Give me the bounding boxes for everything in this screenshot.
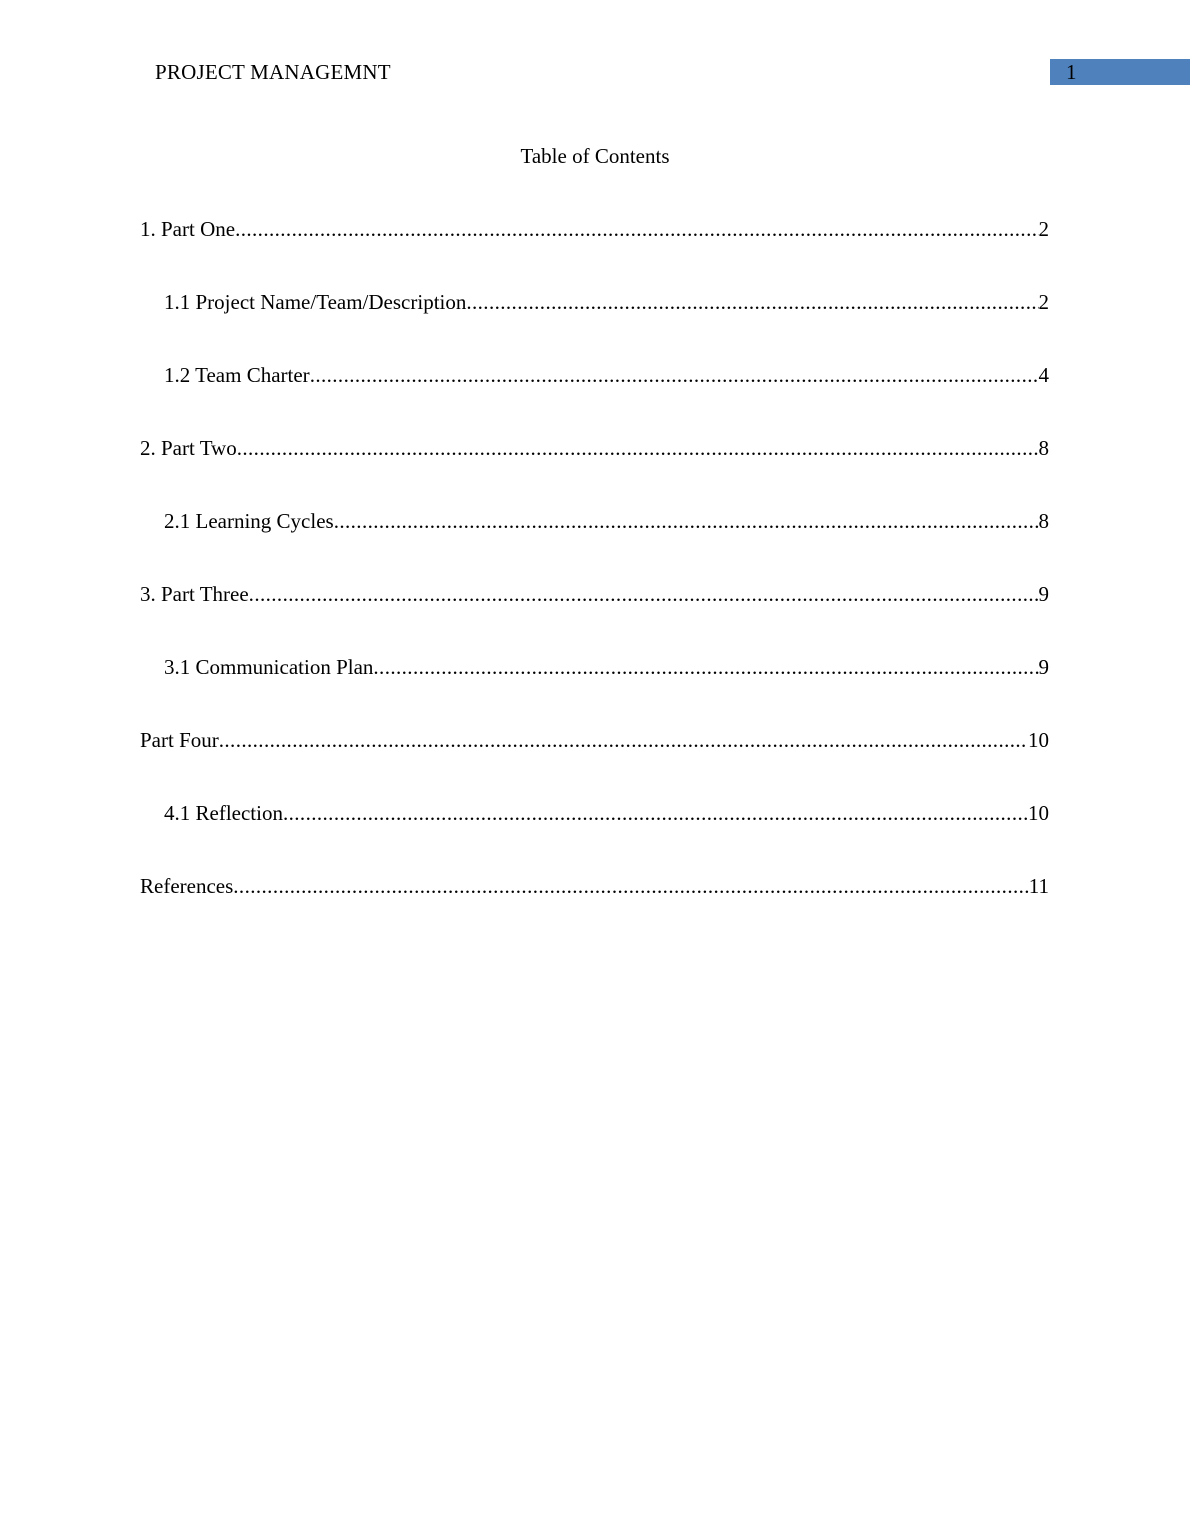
toc-entry-part-one[interactable]: [140, 215, 1049, 288]
toc-dot-leader: [233, 872, 1028, 900]
toc-entry-learning-cycles[interactable]: [140, 507, 1049, 580]
toc-entry-page: 10: [1028, 801, 1049, 825]
toc-entry-label: 3.1 Communication Plan: [164, 655, 374, 679]
toc-entry-label: 2. Part Two: [140, 436, 237, 460]
toc-entry-page: 9: [1038, 582, 1049, 606]
toc-entry-page: 8: [1038, 509, 1049, 533]
toc-entry-page: 10: [1028, 728, 1049, 752]
toc-entry-part-four[interactable]: [140, 726, 1049, 799]
toc-entry-page: 8: [1038, 436, 1049, 460]
toc-entry-page: 4: [1038, 363, 1049, 387]
toc-dot-leader: [283, 799, 1028, 827]
toc-dot-leader: [310, 361, 1039, 389]
toc-entry-label: Part Four: [140, 728, 219, 752]
toc-entry-project-name-team-description[interactable]: [140, 288, 1049, 361]
toc-entry-references[interactable]: [140, 872, 1049, 945]
toc-entry-team-charter[interactable]: [140, 361, 1049, 434]
toc-dot-leader: [237, 434, 1039, 462]
toc-dot-leader: [373, 653, 1038, 681]
toc-entry-label: References: [140, 874, 234, 898]
toc-dot-leader: [219, 726, 1028, 754]
toc-entry-label: 1.2 Team Charter: [164, 363, 310, 387]
toc-entry-part-two[interactable]: [140, 434, 1049, 507]
toc-dot-leader: [249, 580, 1039, 608]
toc-entry-label: 1.1 Project Name/Team/Description: [164, 290, 467, 314]
toc-entry-label: 2.1 Learning Cycles: [164, 509, 334, 533]
toc-entry-part-three[interactable]: [140, 580, 1049, 653]
toc-title: Table of Contents: [520, 144, 670, 168]
toc-list: [140, 215, 1049, 945]
page-number-bar: [1050, 59, 1190, 85]
toc-entry-page: 2: [1038, 217, 1049, 241]
toc-entry-communication-plan[interactable]: [140, 653, 1049, 726]
toc-entry-label: 3. Part Three: [140, 582, 249, 606]
toc-dot-leader: [334, 507, 1039, 535]
toc-entry-page: 9: [1038, 655, 1049, 679]
toc-entry-page: 11: [1028, 874, 1049, 898]
toc-dot-leader: [466, 288, 1038, 316]
running-header-title: PROJECT MANAGEMNT: [155, 60, 391, 84]
toc-entry-reflection[interactable]: [140, 799, 1049, 872]
toc-dot-leader: [235, 215, 1038, 243]
toc-entry-label: 4.1 Reflection: [164, 801, 283, 825]
page-number: 1: [1066, 60, 1077, 84]
toc-entry-label: 1. Part One: [140, 217, 236, 241]
toc-entry-page: 2: [1038, 290, 1049, 314]
